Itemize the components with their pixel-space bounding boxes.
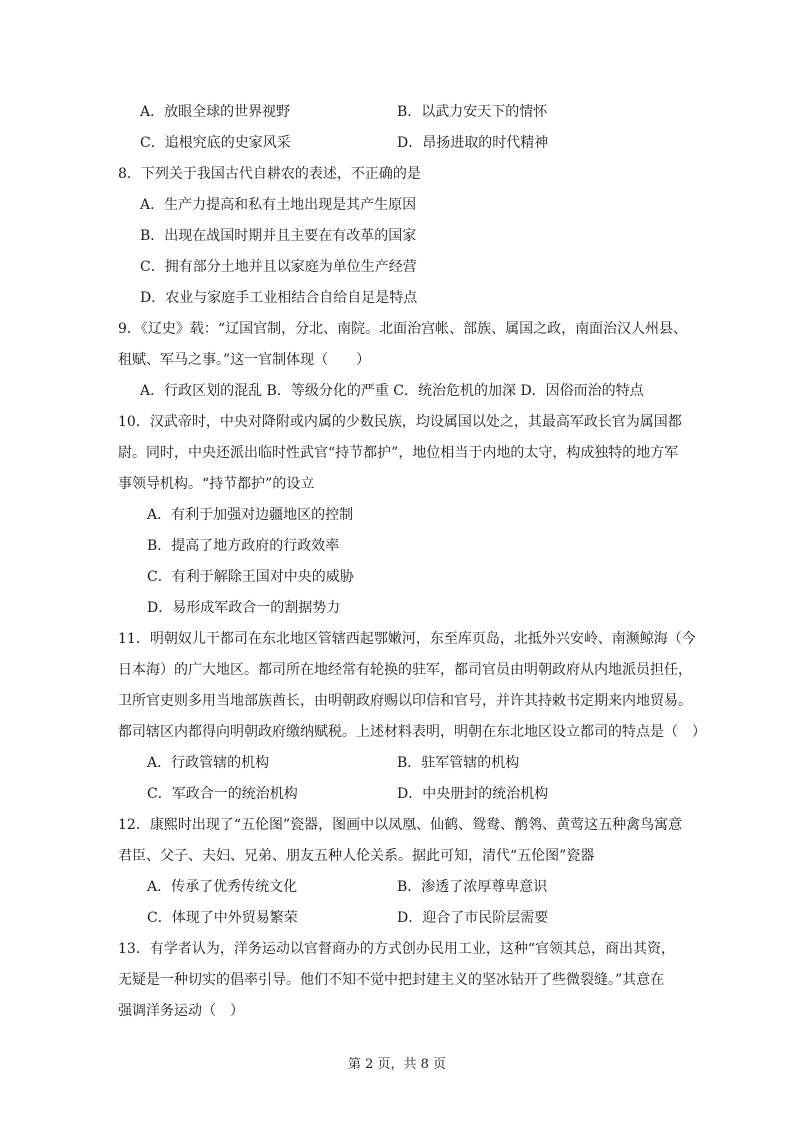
- q8-stem: 8．下列关于我国古代自耕农的表述，不正确的是: [118, 166, 421, 182]
- q11-stem-line3: 卫所官吏则多用当地部族酋长，由明朝政府赐以印信和官号，并许其持敕书定期来内地贸易。: [118, 693, 692, 709]
- q12-option-d: D．迎合了市民阶层需要: [397, 910, 549, 926]
- q13-stem-line1: 13．有学者认为，洋务运动以官督商办的方式创办民用工业，这种“官领其总，商出其资，: [118, 941, 675, 957]
- q12-option-a: A．传承了优秀传统文化: [147, 879, 298, 895]
- q10-stem-line1: 10．汉武帝时，中央对降附或内属的少数民族，均设属国以处之，其最高军政长官为属国都: [118, 414, 682, 430]
- q10-stem-line2: 尉。同时，中央还派出临时性武官“持节都护”，地位相当于内地的太守，构成独特的地方军: [118, 445, 679, 461]
- q11-stem-line1: 11．明朝奴儿干都司在东北地区管辖西起鄂嫩河，东至库页岛，北抵外兴安岭、南濒鲸海（今: [118, 631, 696, 647]
- q11-option-c: C．军政合一的统治机构: [147, 786, 298, 802]
- q8-option-c: C．拥有部分土地并且以家庭为单位生产经营: [140, 259, 417, 275]
- q11-stem-line2: 日本海）的广大地区。都司所在地经常有轮换的驻军，都司官员由明朝政府从内地派员担任，: [118, 662, 692, 678]
- q12-stem-line1: 12．康熙时出现了“五伦图”瓷器，图画中以凤凰、仙鹤、鸳鸯、鹡鸰、黄莺这五种禽鸟寓意: [118, 817, 683, 833]
- q11-stem-line4: 都司辖区内都得向明朝政府缴纳赋税。上述材料表明，明朝在东北地区设立都司的特点是（ ）: [118, 724, 706, 740]
- q9-options: A．行政区划的混乱 B．等级分化的严重 C．统治危机的加深 D．因俗而治的特点: [140, 383, 644, 399]
- q11-option-b: B．驻军管辖的机构: [397, 755, 520, 771]
- q8-option-b: B．出现在战国时期并且主要在有改革的国家: [140, 228, 417, 244]
- q10-option-a: A．有利于加强对边疆地区的控制: [147, 507, 354, 523]
- q8-option-a: A．生产力提高和私有土地出现是其产生原因: [140, 197, 417, 213]
- page-footer: 第 2 页，共 8 页: [347, 1057, 447, 1072]
- q8-option-d: D．农业与家庭手工业相结合自给自足是特点: [140, 290, 418, 306]
- q7-option-a: A．放眼全球的世界视野: [140, 104, 291, 120]
- q12-option-b: B．渗透了浓厚尊卑意识: [397, 879, 548, 895]
- q13-stem-line3: 强调洋务运动（ ）: [118, 1003, 244, 1019]
- q10-stem-line3: 事领导机构。“持节都护”的设立: [118, 476, 315, 492]
- q7-option-b: B．以武力安天下的情怀: [397, 104, 548, 120]
- q9-stem-line2: 租赋、军马之事。”这一官制体现（ ）: [118, 352, 371, 368]
- q11-option-a: A．行政管辖的机构: [147, 755, 270, 771]
- q10-option-d: D．易形成军政合一的割据势力: [147, 600, 341, 616]
- q10-option-b: B．提高了地方政府的行政效率: [147, 538, 340, 554]
- q10-option-c: C．有利于解除王国对中央的威胁: [147, 569, 354, 585]
- q11-option-d: D．中央册封的统治机构: [397, 786, 549, 802]
- q7-option-c: C．追根究底的史家风采: [140, 135, 291, 151]
- q13-stem-line2: 无疑是一种切实的倡率引导。他们不知不觉中把封建主义的坚冰钻开了些微裂缝。”其意在: [118, 972, 665, 988]
- q12-option-c: C．体现了中外贸易繁荣: [147, 910, 298, 926]
- q9-stem-line1: 9．《辽史》载：“辽国官制，分北、南院。北面治宫帐、部族、属国之政，南面治汉人州县、: [118, 321, 688, 337]
- q7-option-d: D．昂扬进取的时代精神: [397, 135, 549, 151]
- q12-stem-line2: 君臣、父子、夫妇、兄弟、朋友五种人伦关系。据此可知，清代“五伦图”瓷器: [118, 848, 595, 864]
